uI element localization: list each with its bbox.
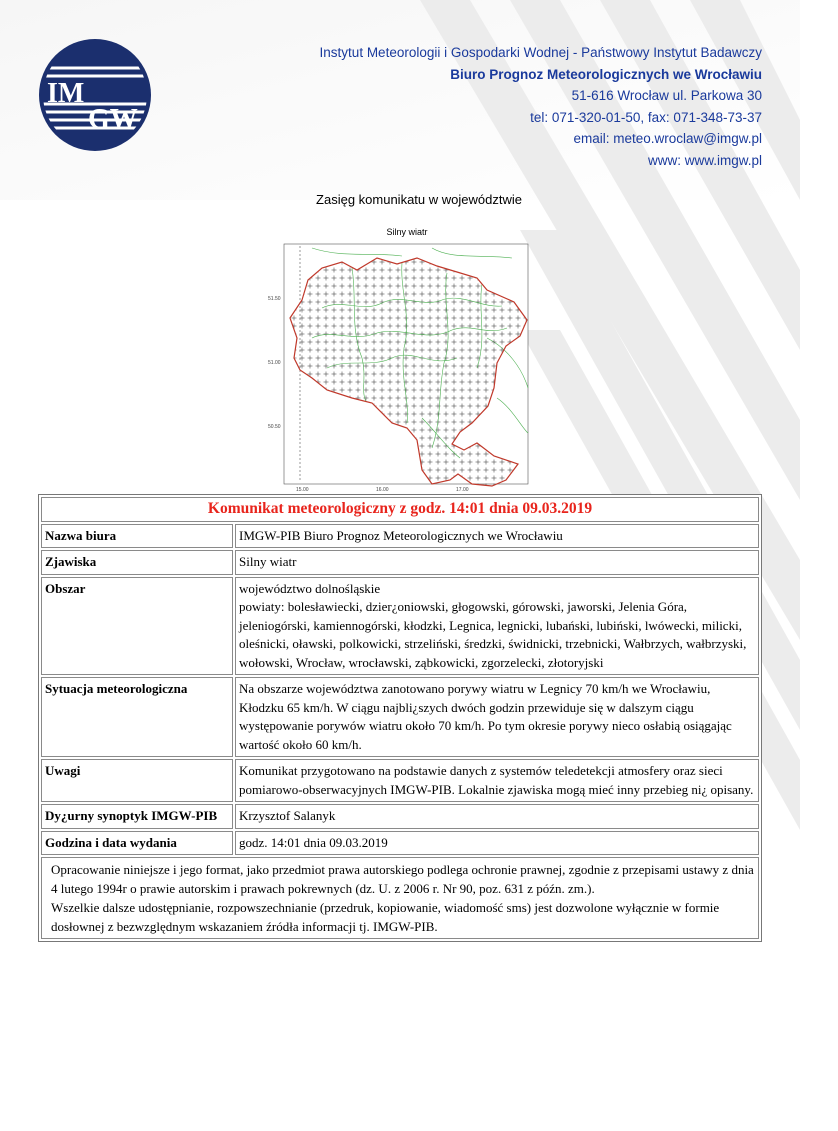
- map-caption: Zasięg komunikatu w województwie: [316, 192, 522, 207]
- row-value: godz. 14:01 dnia 09.03.2019: [235, 831, 759, 856]
- row-label: Zjawiska: [41, 550, 233, 575]
- warning-map: [268, 218, 532, 494]
- row-label: Uwagi: [41, 759, 233, 802]
- institute-header: [320, 42, 762, 171]
- table-row: [41, 804, 759, 829]
- office-name: Biuro Prognoz Meteorologicznych we Wrocławiu: [450, 66, 762, 82]
- row-value: IMGW-PIB Biuro Prognoz Meteorologicznych we Wrocławiu: [235, 524, 759, 549]
- area-voivodeship: województwo dolnośląskie: [239, 580, 381, 596]
- redistribution-paragraph: Wszelkie dalsze udostępnianie, rozpowszechnianie (przedruk, kopiowanie, wiadomość sms) jest dozwolone wyłącznie w formie dosłownej z bezwzględnym wskazaniem źródła informacji tj. IMGW-PIB.: [51, 900, 720, 934]
- report-table: [38, 494, 762, 942]
- row-value: [235, 577, 759, 676]
- copyright-notice: [41, 857, 759, 939]
- email: email: meteo.wroclaw@imgw.pl: [573, 131, 762, 146]
- row-label: Godzina i data wydania: [41, 831, 233, 856]
- address: 51-616 Wrocław ul. Parkowa 30: [571, 88, 762, 103]
- imgw-logo-icon: [38, 38, 152, 152]
- row-value: Na obszarze województwa zanotowano porywy wiatru w Legnicy 70 km/h we Wrocławiu, Kłodzku 65 km/h. W ciągu najbli¿szych dwóch godzin przewiduje się w dalszym ciągu występowanie porywów wiatru około 70 km/h. Po tym okresie porywy nieco osłabią osiągając wartość około 60 km/h.: [235, 677, 759, 757]
- map-title: Silny wiatr: [386, 227, 428, 237]
- y-tick-label: 50.50: [268, 424, 281, 430]
- x-tick-label: 15.00: [296, 487, 309, 493]
- copyright-paragraph: Opracowanie niniejsze i jego format, jako przedmiot prawa autorskiego podlega ochronie prawnej, zgodnie z przepisami ustawy z dnia 4 lutego 1994r o prawie autorskim i prawach pokrewnych (dz. U. z 2006 r. Nr 90, poz. 631 z późn. zm.).: [51, 862, 754, 896]
- row-label: Dy¿urny synoptyk IMGW-PIB: [41, 804, 233, 829]
- table-row: [41, 759, 759, 802]
- y-tick-label: 51.00: [268, 360, 281, 366]
- table-row: [41, 550, 759, 575]
- x-tick-label: 17.00: [456, 487, 469, 493]
- institute-name: Instytut Meteorologii i Gospodarki Wodnej - Państwowy Instytut Badawczy: [319, 45, 762, 60]
- row-value: Krzysztof Salanyk: [235, 804, 759, 829]
- row-label: Nazwa biura: [41, 524, 233, 549]
- table-row: [41, 677, 759, 757]
- report-title: Komunikat meteorologiczny z godz. 14:01 dnia 09.03.2019: [41, 497, 759, 522]
- x-tick-label: 16.00: [376, 487, 389, 493]
- website: www: www.imgw.pl: [647, 152, 762, 168]
- table-row: [41, 577, 759, 676]
- row-value: Silny wiatr: [235, 550, 759, 575]
- row-value: Komunikat przygotowano na podstawie danych z systemów teledetekcji atmosfery oraz sieci pomiarowo-obserwacyjnych IMGW-PIB. Lokalnie zjawiska mogą mieć inny przebieg ni¿ opisany.: [235, 759, 759, 802]
- row-label: Sytuacja meteorologiczna: [41, 677, 233, 757]
- y-tick-label: 51.50: [268, 296, 281, 302]
- map-svg: [268, 218, 532, 494]
- svg-text:IM: IM: [47, 78, 85, 109]
- phone-fax: tel: 071-320-01-50, fax: 071-348-73-37: [530, 109, 762, 125]
- table-row: [41, 524, 759, 549]
- svg-text:GW: GW: [88, 104, 138, 135]
- area-districts: powiaty: bolesławiecki, dzier¿oniowski, głogowski, górowski, jaworski, Jelenia Góra, jeleniogórski, kamiennogórski, kłodzki, Legnica, legnicki, lubański, lubiński, lwówecki, milicki, oleśnicki, oławski, polkowicki, strzeliński, średzki, świdnicki, trzebnicki, Wałbrzych, wałbrzyski, wołowski, Wrocław, wrocławski, ząbkowicki, zgorzelecki, złotoryjski: [239, 599, 747, 670]
- table-row: [41, 831, 759, 856]
- row-label: Obszar: [41, 577, 233, 676]
